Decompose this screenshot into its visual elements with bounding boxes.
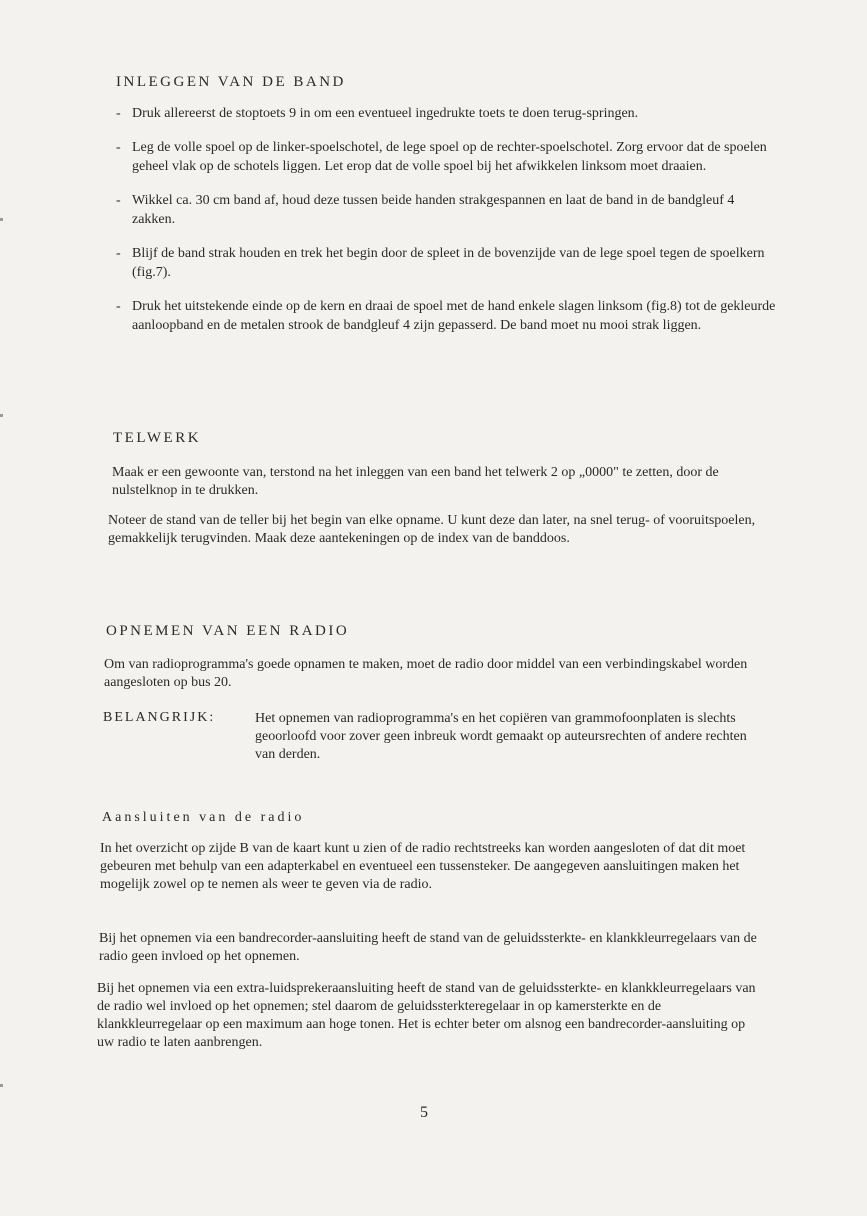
opnemen-paragraph: Om van radioprogramma's goede opnamen te maken, moet de radio door middel van een verbindingskabel worden aangesloten op bus 20. [104, 657, 748, 690]
aansluiten-paragraph-3: Bij het opnemen via een extra-luidsprekeraansluiting heeft de stand van de geluidssterkte- en klankkleurregelaars van de radio wel invloed op het opnemen; stel daarom de geluidssterkteregelaar in op kamersterkte en de klankkleurregelaar op een maximum aan hoge tonen. Het is echter beter om alsnog een bandrecorder-aansluiting op uw radio te laten aanbrengen. [97, 981, 756, 1050]
heading-aansluiten: Aansluiten van de radio [102, 810, 305, 825]
aansluiten-paragraph-1: In het overzicht op zijde B van de kaart kunt u zien of de radio rechtstreeks kan worden aangesloten of dat dit moet gebeuren met behulp van een adapterkabel en eventueel een tussensteker. De aangegeven aansluitingen maken het mogelijk zowel op te nemen als weer te geven via de radio. [100, 841, 746, 892]
list-item: - Blijf de band strak houden en trek het begin door de spleet in de bovenzijde van de lege spoel tegen de spoelkern (fig.7). [112, 244, 777, 282]
inleggen-list [112, 104, 777, 350]
belangrijk-text: Het opnemen van radioprogramma's en het copiëren van grammofoonplaten is slechts geoorloofd voor zover geen inbreuk wordt gemaakt op auteursrechten of andere rechten van derden. [255, 711, 747, 762]
telwerk-paragraph-2: Noteer de stand van de teller bij het begin van elke opname. U kunt deze dan later, na snel terug- of vooruitspoelen, gemakkelijk terugvinden. Maak deze aantekeningen op de index van de banddoos. [108, 513, 756, 546]
list-item: - Wikkel ca. 30 cm band af, houd deze tussen beide handen strakgespannen en laat de band in de bandgleuf 4 zakken. [112, 191, 777, 229]
heading-inleggen: INLEGGEN VAN DE BAND [116, 74, 346, 90]
page-number: 5 [420, 1104, 428, 1121]
list-item: - Druk allereerst de stoptoets 9 in om een eventueel ingedrukte toets te doen terug-springen. [112, 104, 777, 123]
punch-mark [0, 414, 3, 417]
heading-opnemen: OPNEMEN VAN EEN RADIO [106, 623, 350, 639]
punch-mark [0, 1084, 3, 1087]
telwerk-paragraph-1: Maak er een gewoonte van, terstond na het inleggen van een band het telwerk 2 op „0000" te zetten, door de nulstelknop in te drukken. [112, 465, 719, 498]
punch-mark [0, 218, 3, 221]
aansluiten-paragraph-2: Bij het opnemen via een bandrecorder-aansluiting heeft de stand van de geluidssterkte- en klankkleurregelaars van de radio geen invloed op het opnemen. [99, 931, 757, 964]
list-item: - Leg de volle spoel op de linker-spoelschotel, de lege spoel op de rechter-spoelschotel. Zorg ervoor dat de spoelen geheel vlak op de schotels liggen. Let erop dat de volle spoel bij het afwikkelen linksom moet draaien. [112, 138, 777, 176]
list-item: - Druk het uitstekende einde op de kern en draai de spoel met de hand enkele slagen linksom (fig.8) tot de gekleurde aanloopband en de metalen strook de bandgleuf 4 zijn gepasserd. De band moet nu mooi strak liggen. [112, 297, 777, 335]
belangrijk-label: BELANGRIJK: [103, 710, 216, 725]
heading-telwerk: TELWERK [113, 430, 202, 446]
